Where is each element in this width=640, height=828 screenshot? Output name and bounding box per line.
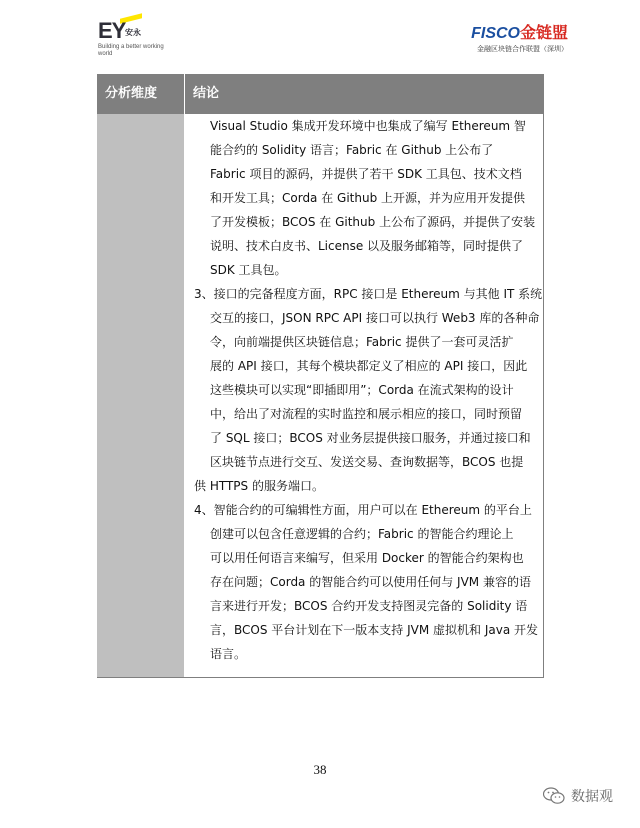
ey-tagline: Building a better working world xyxy=(98,44,164,57)
analysis-table xyxy=(97,74,544,678)
text-line: Visual Studio 集成开发环境中也集成了编写 Ethereum 智 xyxy=(210,119,526,133)
text-line: 区块链节点进行交互、发送交易、查询数据等，BCOS 也提 xyxy=(210,455,524,469)
wechat-icon xyxy=(543,787,565,805)
header-conclusion: 结论 xyxy=(193,86,220,101)
text-line: 可以用任何语言来编写，但采用 Docker 的智能合约架构也 xyxy=(210,551,524,565)
text-line: 和开发工具；Corda 在 Github 上开源，并为应用开发提供 xyxy=(210,191,526,205)
ey-logo xyxy=(98,16,164,60)
header-dimension: 分析维度 xyxy=(97,74,185,114)
page-number: 38 xyxy=(313,762,327,777)
table-header xyxy=(97,74,544,114)
text-line: 展的 API 接口，其每个模块都定义了相应的 API 接口，因此 xyxy=(210,359,528,373)
fisco-logo-cn: 金链盟 xyxy=(519,25,568,42)
fisco-logo xyxy=(471,20,568,54)
ey-chinese-name: 安永 xyxy=(125,28,141,37)
text-line: 存在问题；Corda 的智能合约可以使用任何与 JVM 兼容的语 xyxy=(210,575,531,589)
conclusion-cell xyxy=(185,114,544,677)
watermark-text: 数据观 xyxy=(571,789,613,805)
text-line: 说明、技术白皮书、License 以及服务邮箱等，同时提供了 xyxy=(210,239,524,253)
text-line: Fabric 项目的源码，并提供了若干 SDK 工具包、技术文档 xyxy=(210,167,522,181)
text-line: 4、智能合约的可编辑性方面，用户可以在 Ethereum 的平台上 xyxy=(194,503,532,517)
text-line: SDK 工具包。 xyxy=(210,263,287,277)
text-line: 3、接口的完备程度方面，RPC 接口是 Ethereum 与其他 IT 系统 xyxy=(194,287,543,301)
fisco-logo-subtitle: 金融区块链合作联盟（深圳） xyxy=(477,45,568,53)
text-line: 中，给出了对流程的实时监控和展示相应的接口，同时预留 xyxy=(210,407,523,421)
dimension-cell xyxy=(97,114,185,677)
fisco-logo-main xyxy=(471,20,568,43)
text-line: 了 SQL 接口；BCOS 对业务层提供接口服务，并通过接口和 xyxy=(210,431,531,445)
text-line: 语言。 xyxy=(210,647,247,661)
text-line: 了开发模板；BCOS 在 Github 上公布了源码，并提供了安装 xyxy=(210,215,536,229)
text-line: 言来进行开发；BCOS 合约开发支持图灵完备的 Solidity 语 xyxy=(210,599,528,613)
text-line: 这些模块可以实现“即插即用”；Corda 在流式架构的设计 xyxy=(210,383,514,397)
table-row xyxy=(97,114,544,678)
ey-mark: EY xyxy=(98,18,126,43)
text-line: 供 HTTPS 的服务端口。 xyxy=(194,479,324,493)
watermark xyxy=(543,786,613,806)
text-line: 交互的接口，JSON RPC API 接口可以执行 Web3 库的各种命 xyxy=(210,311,540,325)
text-line: 令，向前端提供区块链信息；Fabric 提供了一套可灵活扩 xyxy=(210,335,514,349)
text-line: 能合约的 Solidity 语言；Fabric 在 Github 上公布了 xyxy=(210,143,494,157)
fisco-logo-text: FISCO xyxy=(471,25,520,42)
text-line: 言，BCOS 平台计划在下一版本支持 JVM 虚拟机和 Java 开发 xyxy=(210,623,538,637)
text-line: 创建可以包含任意逻辑的合约；Fabric 的智能合约理论上 xyxy=(210,527,514,541)
